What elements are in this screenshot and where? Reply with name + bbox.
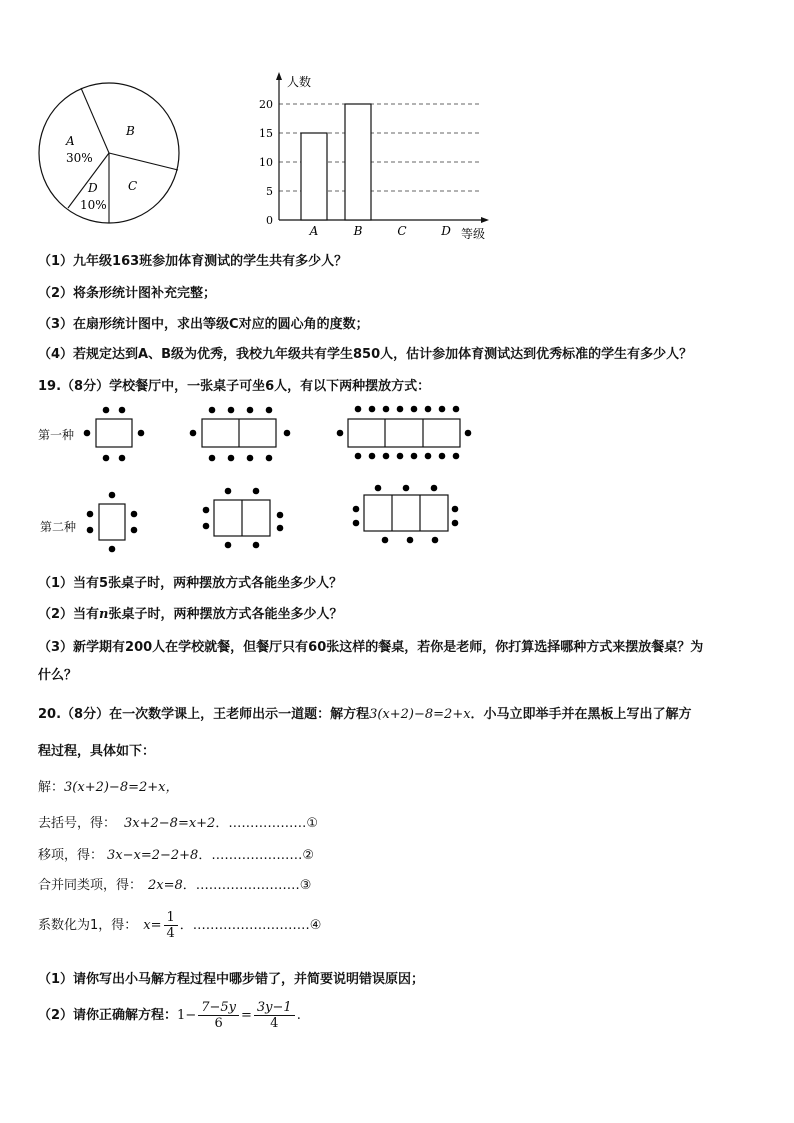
y-axis-label: 人数: [287, 75, 312, 89]
x-tick-label-c: C: [397, 224, 407, 238]
x-tick-label-a: A: [309, 224, 319, 238]
step-1: 去括号，得： 3x+2−8=x+2．………………①: [38, 816, 318, 831]
q20-part1: （1）请你写出小马解方程过程中哪步错了，并简要说明错误原因；: [38, 972, 425, 987]
arr1-two-tables: [190, 407, 291, 462]
q18-part2: （2）将条形统计图补充完整；: [38, 286, 217, 301]
y-tick-label: 10: [259, 156, 273, 169]
arr2-one-table: [87, 492, 138, 553]
bar-b: [345, 104, 371, 220]
q18-part4: （4）若规定达到A、B级为优秀，我校九年级共有学生850人，估计参加体育测试达到优秀标准的学生有多少人？: [38, 347, 693, 362]
pie-pct-a: 30%: [66, 151, 93, 165]
q19-part3-line2: 什么？: [38, 668, 78, 683]
x-tick-label-d: D: [441, 224, 451, 238]
step-2: 移项，得： 3x−x=2−2+8．…………………②: [38, 848, 314, 863]
fraction-one-quarter: $\frac{1}{4}$: [164, 910, 178, 941]
row2-label: 第二种: [40, 520, 77, 534]
x-axis-arrow: [481, 217, 489, 223]
y-tick-label: 20: [259, 98, 273, 111]
step-4: 系数化为1，得： x= $\frac{1}{4}$ ．………………………④: [38, 910, 322, 941]
x-tick-label-b: B: [353, 224, 363, 238]
pie-pct-d: 10%: [80, 198, 107, 212]
bar-a: [301, 133, 327, 220]
pie-chart: [36, 80, 186, 230]
fraction-left: $\frac{7-5y}{6}$: [198, 1000, 239, 1031]
y-tick-label: 15: [259, 127, 273, 140]
q18-part1: （1）九年级163班参加体育测试的学生共有多少人？: [38, 254, 348, 269]
q18-part3: （3）在扇形统计图中，求出等级C对应的圆心角的度数；: [38, 317, 369, 332]
pie-label-c: C: [128, 179, 138, 193]
y-tick-label: 0: [266, 214, 273, 227]
row1-label: 第一种: [38, 428, 75, 442]
arr2-two-tables: [203, 488, 284, 549]
pie-label-a: A: [66, 134, 75, 148]
q20-stem-line2: 程过程，具体如下：: [38, 744, 156, 759]
table-arrangement-diagram: [80, 400, 480, 560]
q20-part2: （2）请你正确解方程：1− $\frac{7-5y}{6}$ = $\frac{3y-1}{4}$ .: [38, 1000, 301, 1031]
fraction-right: $\frac{3y-1}{4}$: [254, 1000, 295, 1031]
y-tick-label: 5: [266, 185, 273, 198]
step-3: 合并同类项，得： 2x=8．……………………③: [38, 878, 312, 893]
pie-label-d: D: [88, 181, 98, 195]
bar-chart: [255, 68, 500, 243]
y-axis-arrow: [276, 72, 282, 80]
pie-label-b: B: [126, 124, 135, 138]
arr1-one-table: [84, 407, 145, 462]
q20-stem-line1: 20.（8分）在一次数学课上，王老师出示一道题：解方程3(x+2)−8=2+x．小马立即举手并在黑板上写出了解方: [38, 707, 692, 722]
solution-start: 解：3(x+2)−8=2+x，: [38, 780, 179, 795]
arr1-three-tables: [337, 406, 472, 460]
x-axis-label: 等级: [461, 227, 486, 241]
q19-part1: （1）当有5张桌子时，两种摆放方式各能坐多少人？: [38, 576, 343, 591]
arr2-three-tables: [353, 485, 459, 544]
q19-part2: （2）当有n张桌子时，两种摆放方式各能坐多少人？: [38, 607, 343, 622]
q19-part3-line1: （3）新学期有200人在学校就餐，但餐厅只有60张这样的餐桌，若你是老师，你打算选择哪种方式来摆放餐桌？为: [38, 640, 704, 655]
q19-stem: 19.（8分）学校餐厅中，一张桌子可坐6人，有以下两种摆放方式：: [38, 379, 431, 394]
